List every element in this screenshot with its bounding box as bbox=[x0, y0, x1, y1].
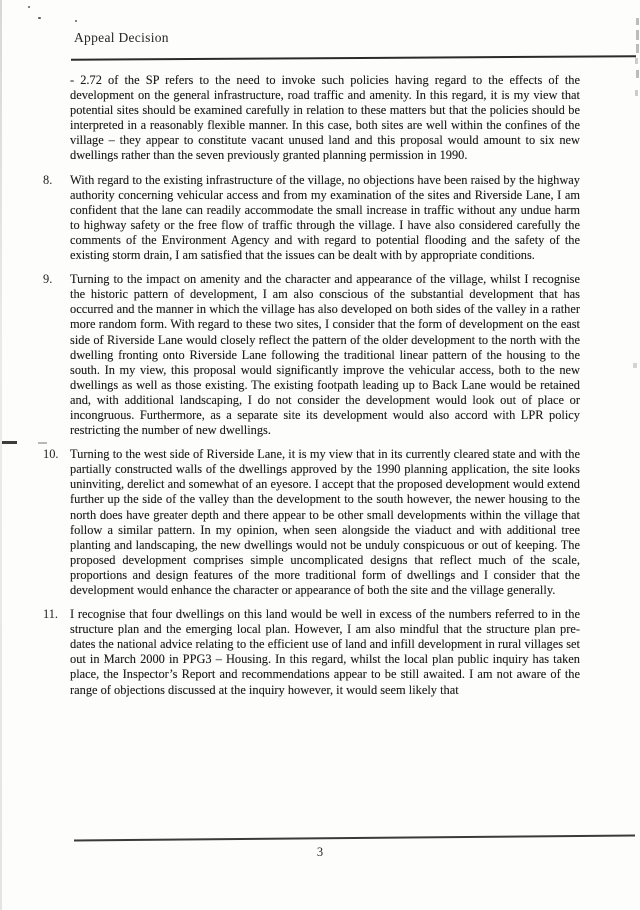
paragraph-8 bbox=[43, 173, 580, 264]
paragraph-number: 8. bbox=[43, 172, 53, 187]
scan-edge-mark bbox=[635, 90, 638, 96]
paragraph-text: - 2.72 of the SP refers to the need to invoke such policies having regard to the effects of the development on the general infrastructure, road traffic and amenity. In this regard, it is my view that potential sites should be examined carefully in relation to these matters but that the policies should be interpreted in a reasonably flexible manner. In this case, both sites are well within the confines of the village – they appear to constitute vacant unused land and this proposal would amount to six new dwellings rather than the seven previously granted planning permission in 1990. bbox=[70, 73, 580, 163]
document-body bbox=[43, 73, 580, 707]
paragraph-number: 10. bbox=[43, 447, 59, 462]
paragraph-10 bbox=[43, 447, 580, 598]
paragraph-number: 11. bbox=[43, 607, 59, 622]
scan-edge-mark bbox=[636, 44, 639, 53]
paragraph-number bbox=[43, 73, 70, 164]
margin-pen-mark bbox=[2, 441, 17, 444]
paragraph-text: With regard to the existing infrastructure of the village, no objections have been raised by the highway authority concerning vehicular access and from my examination of the sites and Riverside Lane, I am confident that the lane can readily accommodate the small increase in traffic without any undue harm to highway safety or the free flow of traffic through the village. I have also considered carefully the comments of the Environment Agency and with regard to potential flooding and the safety of the existing storm drain, I am satisfied that the issues can be dealt with by appropriate conditions. bbox=[70, 172, 580, 263]
header-divider bbox=[71, 55, 636, 60]
scan-edge-mark bbox=[633, 363, 637, 368]
scan-speck bbox=[28, 6, 30, 8]
paragraph-continuation bbox=[43, 73, 580, 164]
scan-edge-mark bbox=[636, 30, 639, 40]
scan-speck bbox=[38, 17, 41, 19]
paragraph-number: 9. bbox=[43, 272, 53, 287]
paragraph-text: Turning to the west side of Riverside Lane, it is my view that in its currently cleared state and with the partially constructed walls of the dwellings approved by the 1990 planning application, the site looks uninviting, derelict and somewhat of an eyesore. I accept that the proposed development would extend further up the side of the valley than the development to the south however, the newer housing to the north does have greater depth and there appear to be other small developments within the village that follow a similar pattern. In my opinion, when seen alongside the viaduct and with additional tree planting and landscaping, the new dwellings would not be unduly conspicuous or out of keeping. The proposed development comprises simple uncomplicated designs that reflect much of the scale, proportions and design features of the more traditional form of dwellings and I consider that the development would enhance the character or appearance of both the site and the village generally. bbox=[70, 447, 580, 597]
scan-edge-mark bbox=[636, 70, 639, 78]
page-title: Appeal Decision bbox=[74, 30, 169, 45]
scan-edge-artifact bbox=[0, 0, 2, 910]
paragraph-11 bbox=[43, 607, 580, 698]
footer-divider bbox=[74, 835, 635, 842]
paragraph-9 bbox=[43, 272, 580, 438]
page-number: 3 bbox=[316, 845, 324, 859]
scan-edge-mark bbox=[636, 18, 639, 25]
scan-speck bbox=[75, 20, 77, 22]
paragraph-text: I recognise that four dwellings on this land would be well in excess of the numbers referred to in the structure plan and the emerging local plan. However, I am also mindful that the structure plan pre-dates the national advice relating to the efficient use of land and infill development in rural villages set out in March 2000 in PPG3 – Housing. In this regard, whilst the local plan public inquiry has taken place, the Inspector’s Report and recommendations appear to be still awaited. I am not aware of the range of objections discussed at the inquiry however, it would seem likely that bbox=[70, 607, 580, 697]
scan-edge-mark bbox=[635, 58, 638, 64]
paragraph-text: Turning to the impact on amenity and the character and appearance of the village, whilst I recognise the historic pattern of development, I am also conscious of the substantial development that has occurred and the manner in which the village has also developed on both sides of the valley in a rather more random form. With regard to these two sites, I consider that the form of development on the east side of Riverside Lane would closely reflect the pattern of the older development to the north with the dwelling fronting onto Riverside Lane following the traditional linear pattern of the housing to the south. In my view, this proposal would significantly improve the vehicular access, both to the new dwellings as well as those existing. The existing footpath leading up to Back Lane would be retained and, with additional landscaping, I do not consider the development would look out of place or incongruous. Furthermore, as a separate site its development would also accord with LPR policy restricting the number of new dwellings. bbox=[70, 272, 580, 438]
